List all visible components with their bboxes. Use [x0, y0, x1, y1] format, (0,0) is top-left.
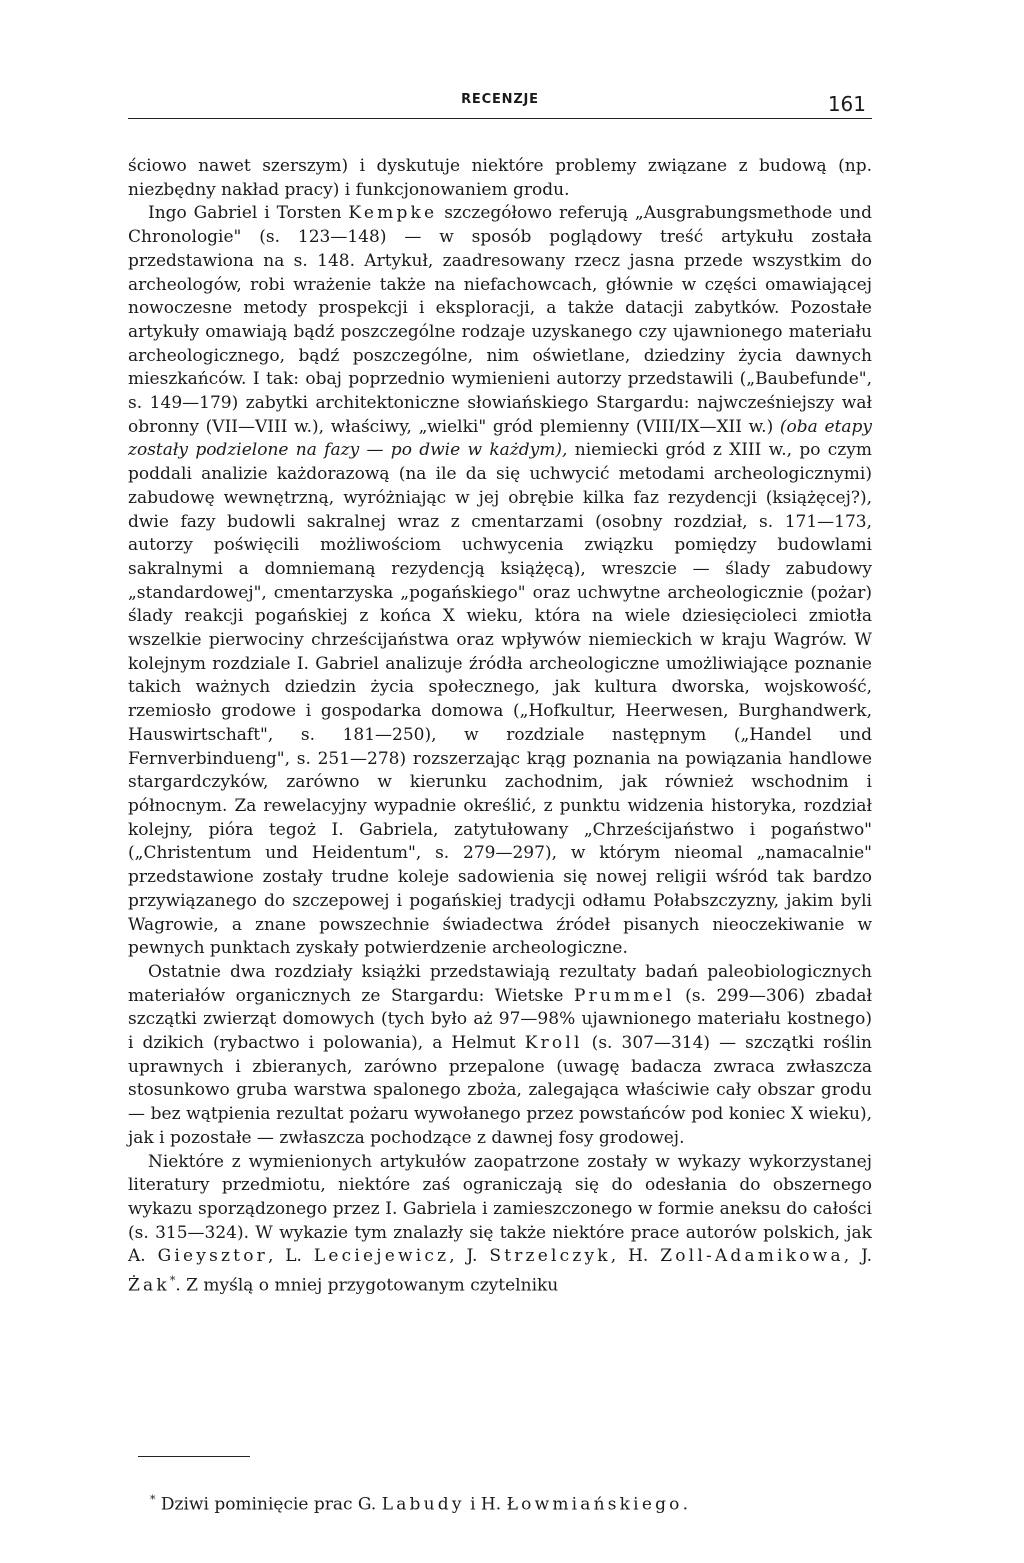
paragraph-2: Ingo Gabriel i Torsten Kempke szczegółowo referują „Ausgrabungsmethode und Chronologie" (s. 123—148) — w sposób poglądowy treść artykułu została przedstawiona na s. 148. Artykuł, zaadresowany rzecz jasna przede wszystkim do archeologów, robi wrażenie także na niefachowcach, głównie w części omawiającej nowoczesne metody prospekcji i eksploracji, a także datacji zabytków. Pozostałe artykuły omawiają bądź poszczególne rodzaje uzyskanego czy ujawnionego materiału archeologicznego, bądź poszczególne, nim oświetlane, dziedziny życia dawnych mieszkańców. I tak: obaj poprzednio wymienieni autorzy przedstawili („Baubefunde", s. 149—179) zabytki architektoniczne słowiańskiego Stargardu: najwcześniejszy wał obronny (VII—VIII w.), właściwy, „wielki" gród plemienny (VIII/IX—XII w.) (oba etapy zostały podzielone na fazy — po dwie w każdym), niemiecki gród z XIII w., po czym poddali analizie każdorazową (na ile da się uchwycić metodami archeologicznymi) zabudowę wewnętrzną, wyróżniając w jej obrębie kilka faz rezydencji (książęcej?), dwie fazy budowli sakralnej wraz z cmentarzami (osobny rozdział, s. 171—173, autorzy poświęcili możliwościom uchwycenia związku pomiędzy budowlami sakralnymi a domniemaną rezydencją książęcą), wreszcie — ślady zabudowy „standardowej", cmentarzyska „pogańskiego" oraz uchwytne archeologicznie (pożar) ślady reakcji pogańskiej z końca X wieku, która na wiele dziesięcioleci zmiotła wszelkie pierwociny chrześcijaństwa oraz wpływów niemieckich w kraju Wagrów. W kolejnym rozdziale I. Gabriel analizuje źródła archeologiczne umożliwiające poznanie takich ważnych dziedzin życia społecznego, jak kultura dworska, wojskowość, rzemiosło grodowe i gospodarka domowa („Hofkultur, Heerwesen, Burghandwerk, Hauswirtschaft", s. 181—250), w rozdziale następnym („Handel und Fernverbindueng", s. 251—278) rozszerzając krąg poznania na powiązania handlowe stargardczyków, zarówno w kierunku zachodnim, jak również wschodnim i północnym. Za rewelacyjny wypadnie określić, z punktu widzenia historyka, rozdział kolejny, pióra tegoż I. Gabriela, zatytułowany „Chrześcijaństwo i pogaństwo" („Christentum und Heidentum", s. 279—297), w którym nieomal „namacalnie" przedstawione zostały trudne koleje sadowienia się nowej religii wśród tak bardzo przywiązanego do szczepowej i pogańskiej tradycji odłamu Połabszczyzny, jakim byli Wagrowie, a znane powszechnie świadectwa źródeł pisanych nieoczekiwanie w pewnych punktach zyskały potwierdzenie archeologiczne. — [128, 203, 872, 959]
page-header — [128, 92, 872, 119]
footnote-rule — [138, 1456, 250, 1457]
italic-remark: (oba etapy zostały podzielone na fazy — po dwie w każdym), — [128, 416, 872, 461]
author-name: Łowmiańskiego — [506, 1494, 683, 1515]
paragraph-4: Niektóre z wymienionych artykułów zaopatrzone zostały w wykazy wykorzystanej literatury przedmiotu, niektóre zaś ograniczają się do odesłania do obszernego wykazu sporządzonego przez I. Gabriela i zamieszczonego w formie aneksu do całości (s. 315—324). W wykazie tym znalazły się także niektóre prace autorów polskich, jak A. Gieysztor, L. Leciejewicz, J. Strzelczyk, H. Zoll-Adamikowa, J. Żak*. Z myślą o mniej przygotowanym czytelniku — [128, 1151, 872, 1296]
author-name: Żak — [128, 1275, 170, 1296]
author-name: Gieysztor — [157, 1246, 268, 1267]
page-number: 161 — [827, 92, 866, 116]
paragraph-3: Ostatnie dwa rozdziały książki przedstawiają rezultaty badań paleobiologicznych materiałów organicznych ze Stargardu: Wietske Prummel (s. 299—306) zbadał szczątki zwierząt domowych (tych było aż 97—98% ujawnionego materiału kostnego) i dzikich (rybactwo i polowania), a Helmut Kroll (s. 307—314) — szczątki roślin uprawnych i zbieranych, zarówno przepalone (uwagę badacza zwraca zwłaszcza stosunkowo gruba warstwa spalonego zboża, zalegająca właściwie cały obszar grodu — bez wątpienia rezultat pożaru wywołanego przez powstańców pod koniec X wieku), jak i pozostałe — zwłaszcza pochodzące z dawnej fosy grodowej. — [128, 961, 872, 1148]
author-name: Kroll — [524, 1033, 583, 1054]
author-name: Leciejewicz — [313, 1246, 450, 1267]
paragraph-1: ściowo nawet szerszym) i dyskutuje niektóre problemy związane z budową (np. niezbędny nakład pracy) i funkcjonowaniem grodu. — [128, 156, 872, 200]
footnote-marker: * — [150, 1493, 156, 1506]
body-text — [128, 155, 872, 1298]
footnote: * Dziwi pominięcie prac G. Labudy i H. Łowmiańskiego. — [150, 1493, 689, 1515]
author-name: Strzelczyk — [489, 1246, 611, 1267]
author-name: Labudy — [381, 1494, 465, 1515]
author-name: Kempke — [348, 203, 438, 224]
author-name: Prummel — [574, 985, 675, 1006]
running-head: RECENZJE — [461, 92, 539, 107]
footnote-marker: * — [169, 1274, 176, 1288]
author-name: Zoll-Adamikowa — [660, 1246, 844, 1267]
